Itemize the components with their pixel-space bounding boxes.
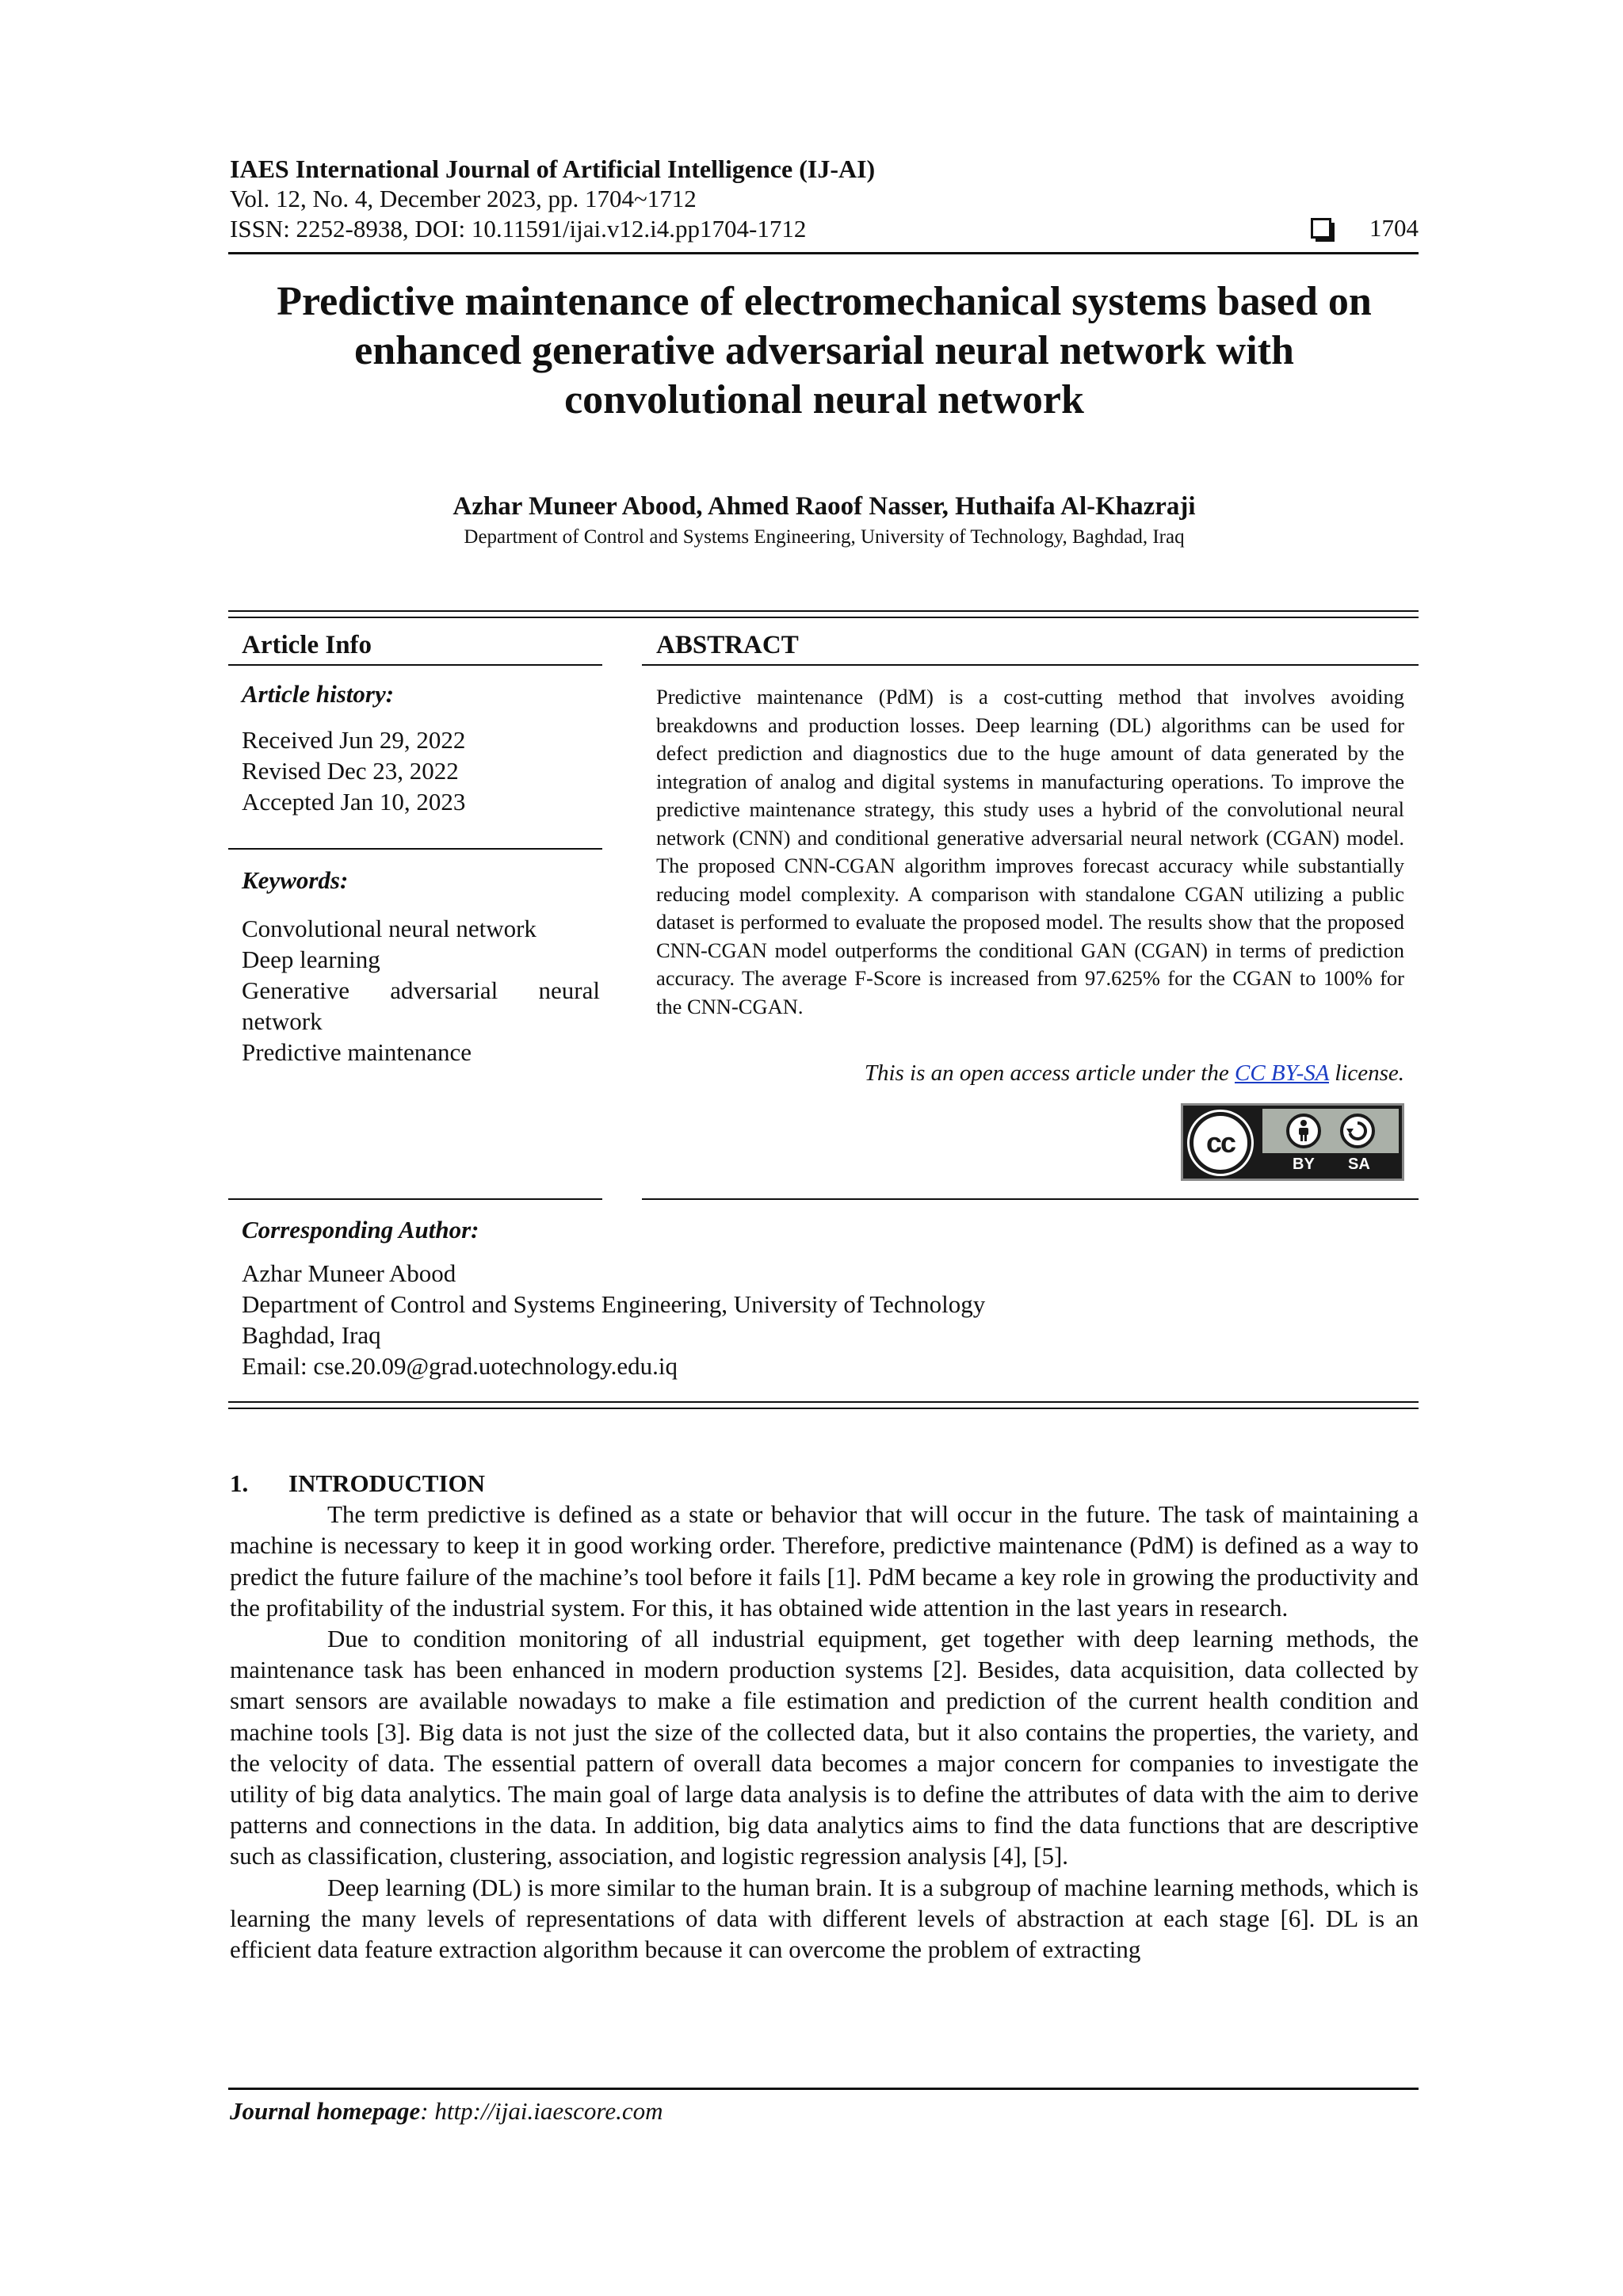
keyword-item: Deep learning <box>242 946 380 973</box>
article-info-rule <box>228 664 602 666</box>
body-paragraph: The term predictive is defined as a state or behavior that will occur in the future. The task of maintaining a machine is necessary to keep it in good working order. Therefore, predictive maintenance (PdM) is defined as a way to predict the future failure of the machine’s tool before it fails [1]. PdM became a key role in growing the productivity and the profitability of the industrial system. For this, it has obtained wide attention in the last years in research. <box>230 1500 1419 1622</box>
affiliation: Department of Control and Systems Engineering, University of Technology, Baghdad, Iraq <box>464 526 1185 548</box>
creative-commons-icon: cc <box>1190 1112 1251 1174</box>
by-label: BY <box>1293 1156 1315 1173</box>
sa-label: SA <box>1348 1156 1370 1173</box>
section-title: INTRODUCTION <box>288 1469 486 1497</box>
cc-by-sa-badge[interactable] <box>1181 1103 1404 1181</box>
title-line: convolutional neural network <box>564 377 1084 422</box>
homepage-url[interactable]: : http://ijai.iaescore.com <box>420 2097 663 2125</box>
keyword-item: Generative adversarial neural network <box>242 976 600 1035</box>
accepted-date: Accepted Jan 10, 2023 <box>242 788 466 816</box>
journal-issn: ISSN: 2252-8938, DOI: 10.11591/ijai.v12.i4.pp1704-1712 <box>230 215 807 243</box>
article-info-heading: Article Info <box>242 631 372 659</box>
history-heading: Article history: <box>242 680 395 708</box>
license-suffix: license. <box>1328 1060 1404 1086</box>
person-icon <box>1286 1114 1321 1148</box>
journal-volume: Vol. 12, No. 4, December 2023, pp. 1704~1712 <box>230 185 697 212</box>
keyword-list <box>242 913 600 1068</box>
keyword-item: Predictive maintenance <box>242 1038 472 1066</box>
keyword-item: Convolutional neural network <box>242 915 537 942</box>
corresponding-dept: Department of Control and Systems Engineering, University of Technology <box>242 1290 986 1318</box>
info-box-bottom-rule <box>228 1401 1419 1409</box>
homepage-label: Journal homepage <box>230 2097 421 2125</box>
footer-rule <box>228 2088 1419 2090</box>
introduction-heading <box>230 1468 1419 1499</box>
license-prefix: This is an open access article under the <box>864 1060 1235 1086</box>
received-date: Received Jun 29, 2022 <box>242 726 466 754</box>
share-alike-icon <box>1340 1114 1375 1148</box>
person-glyph <box>1295 1119 1312 1143</box>
cc-by-sa-link[interactable]: CC BY-SA <box>1235 1060 1329 1086</box>
checkbox-square-icon <box>1311 218 1331 239</box>
corresponding-author <box>242 1214 1399 1381</box>
share-alike-glyph <box>1346 1120 1369 1142</box>
info-box-top-rule <box>228 610 1419 618</box>
abstract-bottom-rule <box>642 1198 1419 1200</box>
abstract-text: Predictive maintenance (PdM) is a cost-cutting method that involves avoiding breakdowns and production losses. Deep learning (DL) algorithms can be used for defect prediction and diagnostics due to the huge amount of data generated by the integration of analog and digital systems in manufacturing operations. To improve the predictive maintenance strategy, this study uses a hybrid of the convolutional neural network (CNN) and conditional generative adversarial neural network (CGAN) model. The proposed CNN-CGAN algorithm improves forecast accuracy while substantially reducing model complexity. A comparison with standalone CGAN utilizing a public dataset is performed to evaluate the proposed model. The results show that the proposed CNN-CGAN model outperforms the conditional GAN (CGAN) in terms of prediction accuracy. The average F-Score is increased from 97.625% for the CGAN to 100% for the CNN-CGAN. <box>656 685 1404 1018</box>
journal-title: IAES International Journal of Artificial Intelligence (IJ-AI) <box>230 155 876 183</box>
corresponding-email: Email: cse.20.09@grad.uotechnology.edu.iq <box>242 1352 678 1380</box>
author-list: Azhar Muneer Abood, Ahmed Raoof Nasser, Huthaifa Al-Khazraji <box>453 492 1196 521</box>
paper-title <box>230 277 1419 425</box>
page-number: 1704 <box>1369 214 1419 242</box>
journal-header <box>230 154 1419 244</box>
abstract-heading: ABSTRACT <box>656 631 799 659</box>
corresponding-heading: Corresponding Author: <box>242 1216 479 1244</box>
corresponding-city: Baghdad, Iraq <box>242 1321 381 1349</box>
body-paragraph: Due to condition monitoring of all industrial equipment, get together with deep learning methods, the maintenance task has been enhanced in modern production systems [2]. Besides, data acquisition, data collected by smart sensors are available nowadays to make a file estimation and prediction of the current health condition and machine tools [3]. Big data is not just the size of the collected data, but it also contains the properties, the variety, and the velocity of data. The essential pattern of overall data becomes a major concern for companies to investigate the utility of big data analytics. The main goal of large data analysis is to define the attributes of data with the aim to derive patterns and connections in the data. In addition, big data analytics aims to find the data functions that are descriptive such as classification, clustering, association, and logistic regression analysis [4], [5]. <box>230 1625 1419 1870</box>
journal-homepage <box>230 2097 663 2126</box>
section-number: 1. <box>230 1469 249 1497</box>
title-line: Predictive maintenance of electromechanical systems based on <box>277 279 1372 324</box>
abstract-rule <box>642 664 1419 666</box>
corresponding-name: Azhar Muneer Abood <box>242 1259 456 1287</box>
header-page-marker <box>1311 214 1419 243</box>
introduction-section <box>230 1468 1419 1965</box>
body-paragraph: Deep learning (DL) is more similar to the human brain. It is a subgroup of machine learning methods, which is learning the many levels of representations of data with different levels of abstraction at each stage [6]. DL is an efficient data feature extraction algorithm because it can overcome the problem of extracting <box>230 1873 1419 1964</box>
header-rule <box>228 252 1419 254</box>
keywords-heading: Keywords: <box>242 866 349 894</box>
cc-badge-top <box>1262 1109 1399 1153</box>
title-line: enhanced generative adversarial neural network with <box>354 328 1294 373</box>
cc-badge-labels <box>1262 1153 1399 1177</box>
open-access-note <box>865 1060 1404 1087</box>
article-history <box>242 724 600 817</box>
revised-date: Revised Dec 23, 2022 <box>242 757 459 785</box>
keywords-rule <box>228 1198 602 1200</box>
history-rule <box>228 848 602 850</box>
